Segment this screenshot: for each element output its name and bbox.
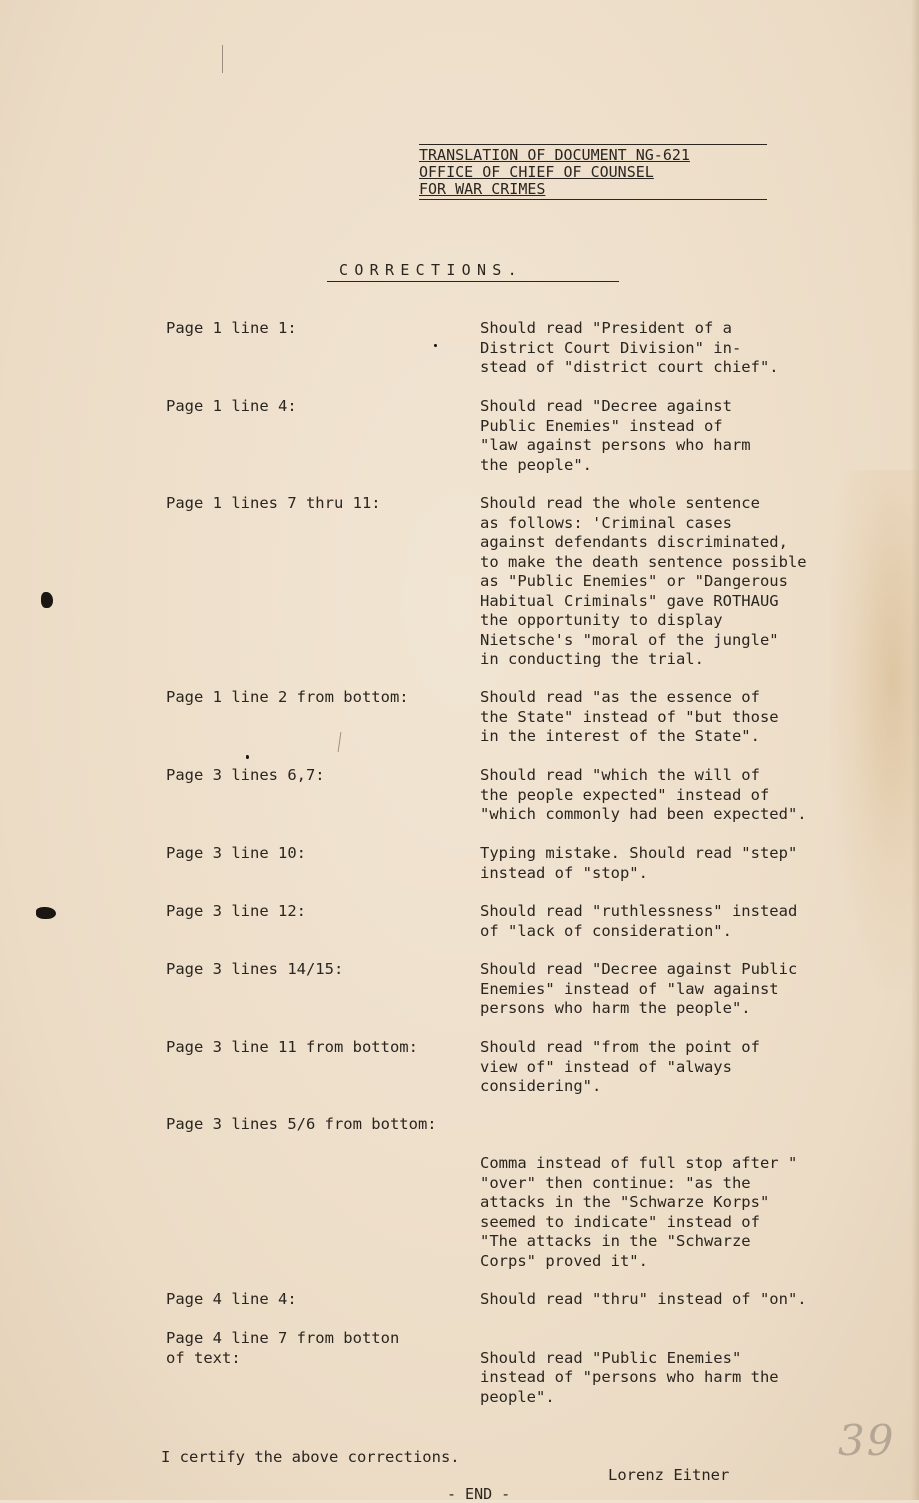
correction-location: Page 4 line 4: <box>166 1290 297 1308</box>
heading-line: OFFICE OF CHIEF OF COUNSEL <box>419 163 654 181</box>
certification-statement: I certify the above corrections. <box>161 1448 460 1466</box>
correction-text: Should read "as the essence of the State" instead of "but those in the interest of the State". <box>480 688 779 745</box>
correction-text: Should read "ruthlessness" instead of "lack of consideration". <box>480 902 798 940</box>
document-heading <box>419 144 767 200</box>
paper-edge <box>911 0 919 1500</box>
correction-location: Page 1 line 4: <box>166 397 297 415</box>
paper-stain <box>830 470 919 990</box>
signature-name: Lorenz Eitner <box>608 1466 730 1484</box>
correction-text: Should read "thru" instead of "on". <box>480 1290 807 1308</box>
correction-location: Page 3 line 11 from bottom: <box>166 1038 418 1056</box>
pencil-mark <box>222 45 223 73</box>
correction-location: Page 3 lines 6,7: <box>166 766 325 784</box>
correction-location: Page 3 lines 5/6 from bottom: <box>166 1115 437 1133</box>
correction-text: Typing mistake. Should read "step" instead of "stop". <box>480 844 798 882</box>
correction-location: Page 1 line 1: <box>166 319 297 337</box>
correction-text: Should read "Public Enemies" instead of "persons who harm the people". <box>480 1348 779 1406</box>
correction-text: Should read "from the point of view of" instead of "always considering". <box>480 1038 760 1095</box>
correction-text: Should read "which the will of the people expected" instead of "which commonly had been expected". <box>480 766 807 823</box>
ink-speck <box>41 592 53 608</box>
correction-text: Should read "Decree against Public Enemies" instead of "law against persons who harm the people". <box>480 397 751 474</box>
end-marker: - END - <box>447 1485 511 1503</box>
correction-text: Should read "President of a District Court Division" in- stead of "district court chief". <box>480 319 779 376</box>
heading-line: FOR WAR CRIMES <box>419 180 546 198</box>
ink-speck <box>434 344 437 347</box>
correction-location: Page 3 line 10: <box>166 844 306 862</box>
correction-location: Page 1 line 2 from bottom: <box>166 688 409 706</box>
heading-line: TRANSLATION OF DOCUMENT NG-621 <box>419 146 690 164</box>
correction-location: Page 1 lines 7 thru 11: <box>166 494 381 512</box>
page-number: 39 <box>838 1416 896 1465</box>
correction-location: Page 3 lines 14/15: <box>166 960 344 978</box>
correction-location: Page 3 line 12: <box>166 902 306 920</box>
pencil-mark <box>338 732 342 752</box>
corrections-title: CORRECTIONS. <box>327 261 619 282</box>
correction-text: Comma instead of full stop after " "over" then continue: "as the attacks in the "Schwarze Korps" seemed to indicate" instead of "The attacks in the "Schwarze Corps" proved it". <box>480 1154 798 1270</box>
correction-text: Should read the whole sentence as follows: 'Criminal cases against defendants discriminated, to make the death sentence possible as "Public Enemies" or "Dangerous Habitual Criminals" gave ROTHAUG the opportunity to display Nietsche's "moral of the jungle" in conducting the trial. <box>480 494 807 668</box>
ink-speck <box>36 907 56 919</box>
correction-text: Should read "Decree against Public Enemies" instead of "law against persons who harm the people". <box>480 960 798 1017</box>
ink-speck <box>246 755 249 759</box>
correction-location: Page 4 line 7 from botton of text: <box>166 1329 400 1367</box>
